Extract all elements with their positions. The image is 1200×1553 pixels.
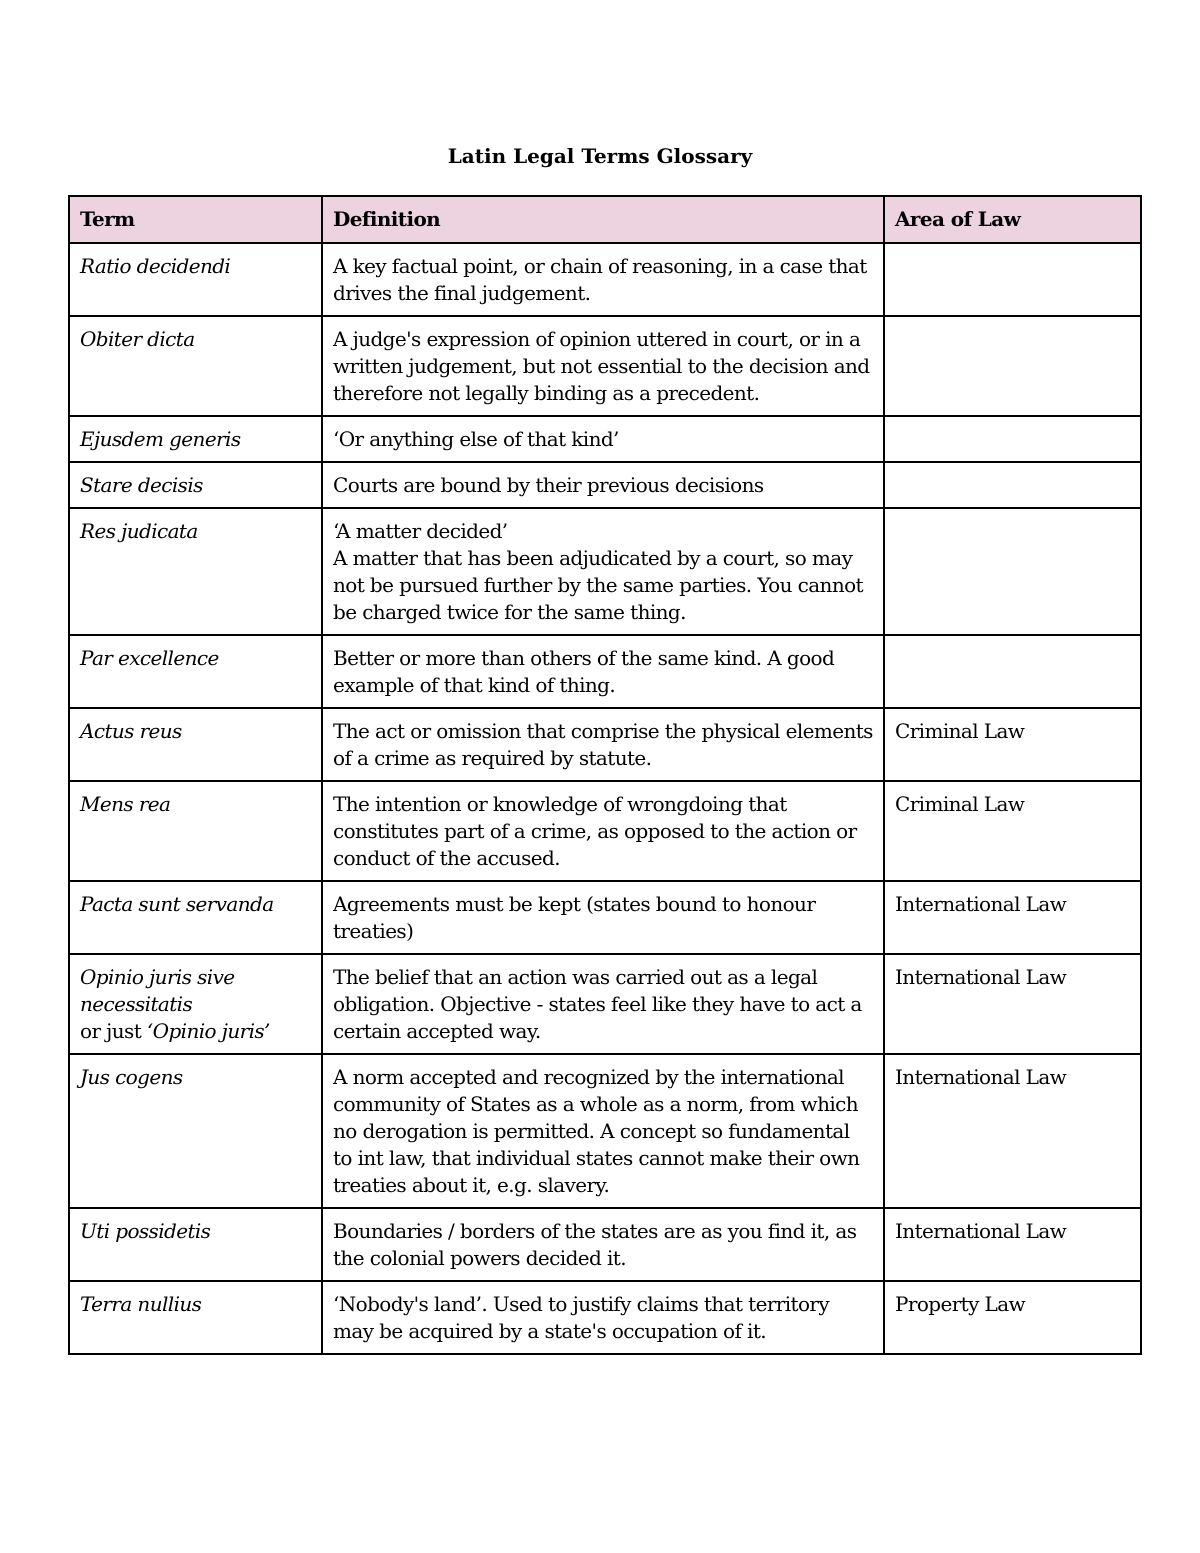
term-text: Jus cogens [80,1065,183,1089]
definition-cell [322,1208,884,1281]
glossary-table [68,195,1142,1355]
definition-cell [322,881,884,954]
table-row [69,781,1141,881]
table-row [69,881,1141,954]
term-text: Ratio decidendi [80,254,231,278]
area-cell: International Law [884,1054,1141,1208]
area-cell [884,416,1141,462]
definition-text: ‘Nobody's land’. Used to justify claims that territory may be acquired by a state's occupation of it. [333,1292,830,1343]
area-cell [884,243,1141,316]
term-cell [69,316,322,416]
table-row [69,1208,1141,1281]
term-cell [69,416,322,462]
term-cell [69,1281,322,1354]
term-cell [69,508,322,635]
table-row [69,708,1141,781]
term-text: Opinio juris sive necessitatis [80,965,235,1016]
definition-text: Better or more than others of the same kind. A good example of that kind of thing. [333,646,835,697]
column-header-term: Term [69,196,322,243]
column-header-area: Area of Law [884,196,1141,243]
term-text: Obiter dicta [80,327,195,351]
area-cell: International Law [884,1208,1141,1281]
term-text: Stare decisis [80,473,203,497]
table-row [69,1281,1141,1354]
table-row [69,316,1141,416]
column-header-definition: Definition [322,196,884,243]
definition-cell [322,708,884,781]
definition-text: A matter that has been adjudicated by a court, so may not be pursued further by the same parties. You cannot be charged twice for the same thing. [333,546,863,624]
term-text: Uti possidetis [80,1219,211,1243]
term-text: Actus reus [80,719,182,743]
definition-cell [322,508,884,635]
term-alt-text: ‘Opinio juris’ [146,1019,270,1043]
term-cell [69,781,322,881]
area-cell: Criminal Law [884,781,1141,881]
definition-text: The intention or knowledge of wrongdoing that constitutes part of a crime, as opposed to the action or conduct of the accused. [333,792,857,870]
page-title: Latin Legal Terms Glossary [447,144,753,168]
definition-text: Courts are bound by their previous decisions [333,473,764,497]
definition-cell [322,462,884,508]
definition-cell [322,1054,884,1208]
definition-text: A judge's expression of opinion uttered in court, or in a written judgement, but not essential to the decision and therefore not legally binding as a precedent. [333,327,870,405]
term-text: Pacta sunt servanda [80,892,274,916]
table-row [69,508,1141,635]
table-row [69,243,1141,316]
definition-text: Agreements must be kept (states bound to honour treaties) [333,892,816,943]
term-cell [69,1054,322,1208]
area-cell [884,508,1141,635]
definition-text: The belief that an action was carried out as a legal obligation. Objective - states feel like they have to act a certain accepted way. [333,965,862,1043]
area-cell [884,462,1141,508]
definition-text: The act or omission that comprise the physical elements of a crime as required by statute. [333,719,873,770]
definition-text: A key factual point, or chain of reasoning, in a case that drives the final judgement. [333,254,867,305]
glossary-body [69,243,1141,1354]
term-text: Terra nullius [80,1292,202,1316]
area-cell [884,635,1141,708]
term-cell [69,954,322,1054]
definition-text: A norm accepted and recognized by the international community of States as a whole as a norm, from which no derogation is permitted. A concept so fundamental to int law, that individual states cannot make their own treaties about it, e.g. slavery. [333,1065,860,1197]
term-text: Par excellence [80,646,219,670]
table-header-row [69,196,1141,243]
definition-text: ‘A matter decided’ [333,519,508,543]
term-cell [69,243,322,316]
term-text: Ejusdem generis [80,427,241,451]
term-text: Mens rea [80,792,171,816]
term-cell [69,462,322,508]
area-cell: International Law [884,954,1141,1054]
definition-cell [322,243,884,316]
table-row [69,416,1141,462]
definition-cell [322,1281,884,1354]
definition-text: ‘Or anything else of that kind’ [333,427,619,451]
term-cell [69,881,322,954]
definition-cell [322,781,884,881]
area-cell [884,316,1141,416]
term-alt-line [80,1018,311,1045]
term-cell [69,708,322,781]
definition-cell [322,954,884,1054]
table-row [69,635,1141,708]
table-row [69,462,1141,508]
term-alt-prefix: or just [80,1019,147,1043]
area-cell: International Law [884,881,1141,954]
definition-cell [322,635,884,708]
table-row [69,1054,1141,1208]
definition-text: Boundaries / borders of the states are as you find it, as the colonial powers decided it. [333,1219,857,1270]
term-text: Res judicata [80,519,198,543]
definition-cell [322,416,884,462]
term-cell [69,1208,322,1281]
term-cell [69,635,322,708]
table-row [69,954,1141,1054]
definition-cell [322,316,884,416]
area-cell: Criminal Law [884,708,1141,781]
area-cell: Property Law [884,1281,1141,1354]
